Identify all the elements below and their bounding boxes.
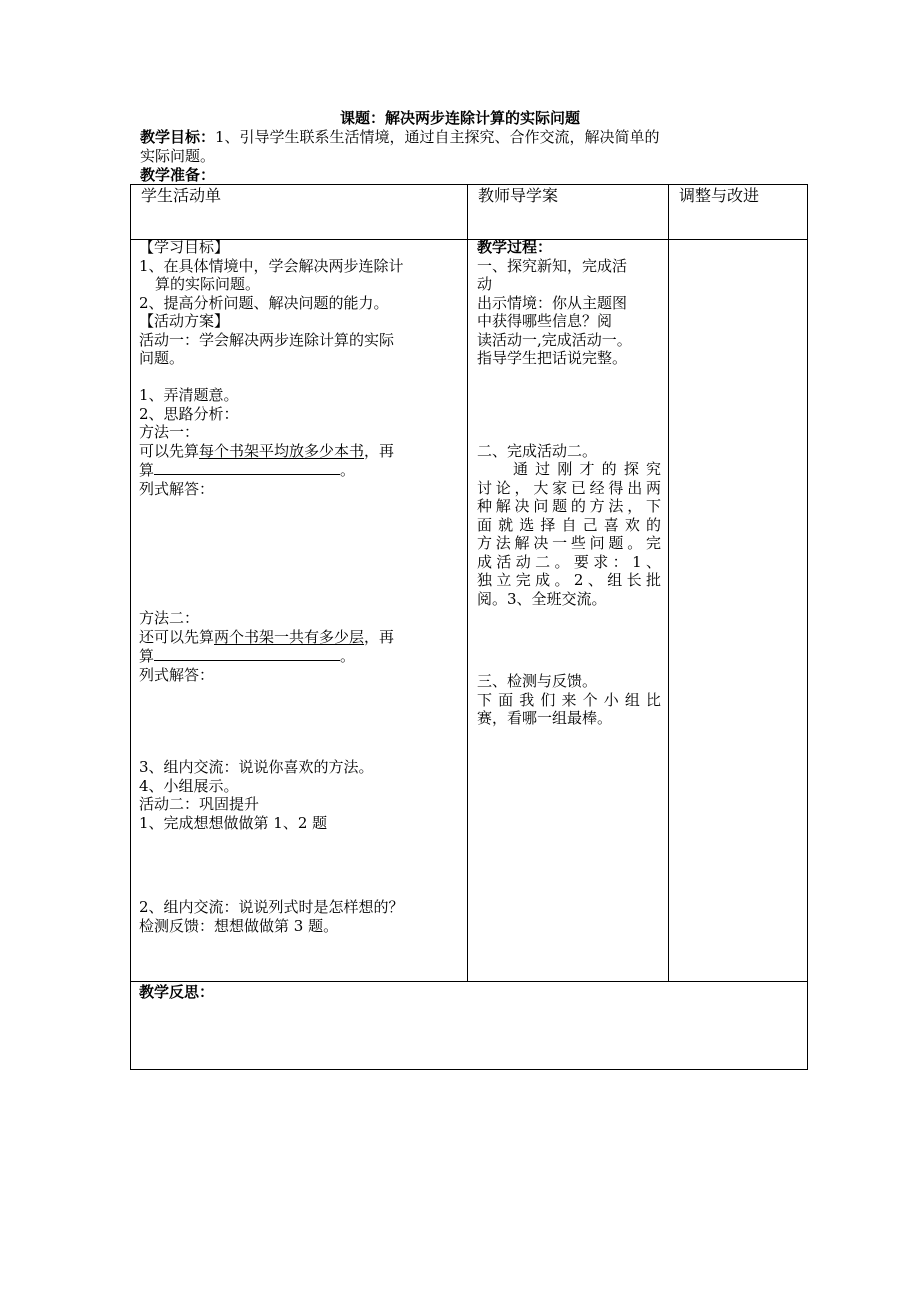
part-2-line-b: 通过刚才的探究	[513, 460, 661, 478]
method-1-underlined: 每个书架平均放多少本书	[199, 441, 365, 460]
method-2-label: 方法二：	[139, 609, 200, 627]
method-1-line: 可以先算每个书架平均放多少本书，再	[139, 441, 395, 460]
fill-blank-1[interactable]	[154, 460, 340, 475]
objectives-heading: 【学习目标】	[139, 238, 230, 256]
goal-text-1: 1、引导学生联系生活情境，通过自主探究、合作交流，解决简单的	[215, 128, 660, 146]
activity-2-task-1: 1、完成想想做做第 1、2 题	[139, 813, 328, 832]
method-2-underlined: 两个书架一共有多少层	[214, 627, 365, 646]
teacher-guide-content	[477, 238, 661, 728]
goal-label: 教学目标：	[140, 128, 216, 146]
part-3-line-b: 下面我们来个小组比	[477, 690, 661, 709]
part-2-line-d: 种解决问题的方法，下	[477, 497, 661, 515]
part-2-line-c: 讨论，大家已经得出两	[477, 478, 661, 497]
fill-blank-2[interactable]	[154, 646, 340, 661]
part-3-title: 三、检测与反馈。	[477, 672, 598, 690]
column-divider-2	[668, 185, 669, 981]
part-3-line-c: 赛，看哪一组最棒。	[477, 709, 613, 727]
part-2-title: 二、完成活动二。	[477, 441, 598, 460]
step-2: 2、思路分析：	[139, 404, 239, 423]
part-1-line-d: 中获得哪些信息？阅	[477, 312, 613, 330]
part-2-line-i: 阅。3、全班交流。	[477, 589, 607, 608]
solve-1-label: 列式解答：	[139, 479, 215, 498]
process-heading: 教学过程：	[477, 238, 553, 256]
reflection-row-divider	[131, 981, 807, 982]
part-1-line-f: 指导学生把话说完整。	[477, 349, 628, 367]
part-1-line-c: 出示情境：你从主题图	[477, 293, 628, 312]
objective-1a: 1、在具体情境中，学会解决两步连除计	[139, 256, 404, 275]
part-1-title-a: 一、探究新知，完成活	[477, 256, 628, 275]
objective-1b: 算的实际问题。	[155, 275, 261, 293]
teaching-goal	[140, 128, 790, 166]
method-1-label: 方法一：	[139, 423, 200, 441]
part-2-line-f: 方法解决一些问题。完	[477, 534, 661, 552]
activity-2-task-2: 2、组内交流：说说列式时是怎样想的？	[139, 898, 404, 916]
activity-2: 活动二：巩固提升	[139, 795, 260, 813]
solve-2-label: 列式解答：	[139, 665, 215, 684]
part-2-line-g: 成活动二。要求：1、	[477, 552, 661, 571]
step-4: 4、小组展示。	[139, 776, 239, 795]
header-adjust-improve: 调整与改进	[679, 186, 760, 205]
activity-1b: 问题。	[139, 349, 185, 367]
part-2-line-e: 面就选择自己喜欢的	[477, 515, 661, 534]
goal-text-2: 实际问题。	[140, 147, 216, 165]
method-2-line: 还可以先算两个书架一共有多少层，再	[139, 627, 395, 646]
method-1-calc: 算 。	[139, 461, 356, 479]
step-1: 1、弄清题意。	[139, 386, 239, 404]
plan-heading: 【活动方案】	[139, 312, 230, 330]
header-teacher-guide: 教师导学案	[478, 186, 559, 205]
method-2-calc: 算 。	[139, 647, 356, 665]
reflection-label: 教学反思：	[139, 983, 215, 1001]
part-1-line-e: 读活动一,完成活动一。	[477, 330, 632, 349]
step-3: 3、组内交流：说说你喜欢的方法。	[139, 758, 374, 776]
activity-1a: 活动一：学会解决两步连除计算的实际	[139, 330, 395, 349]
header-student-activity: 学生活动单	[141, 186, 222, 205]
check-feedback: 检测反馈：想想做做第 3 题。	[139, 916, 339, 935]
column-divider-1	[467, 185, 468, 981]
teaching-prep-label: 教学准备：	[140, 166, 216, 184]
lesson-table	[130, 184, 808, 1070]
part-2-line-h: 独立完成。2、组长批	[477, 571, 661, 589]
part-1-title-b: 动	[477, 275, 493, 293]
student-activity-content	[139, 238, 461, 935]
objective-2: 2、提高分析问题、解决问题的能力。	[139, 293, 389, 312]
lesson-title: 课题：解决两步连除计算的实际问题	[339, 109, 580, 127]
